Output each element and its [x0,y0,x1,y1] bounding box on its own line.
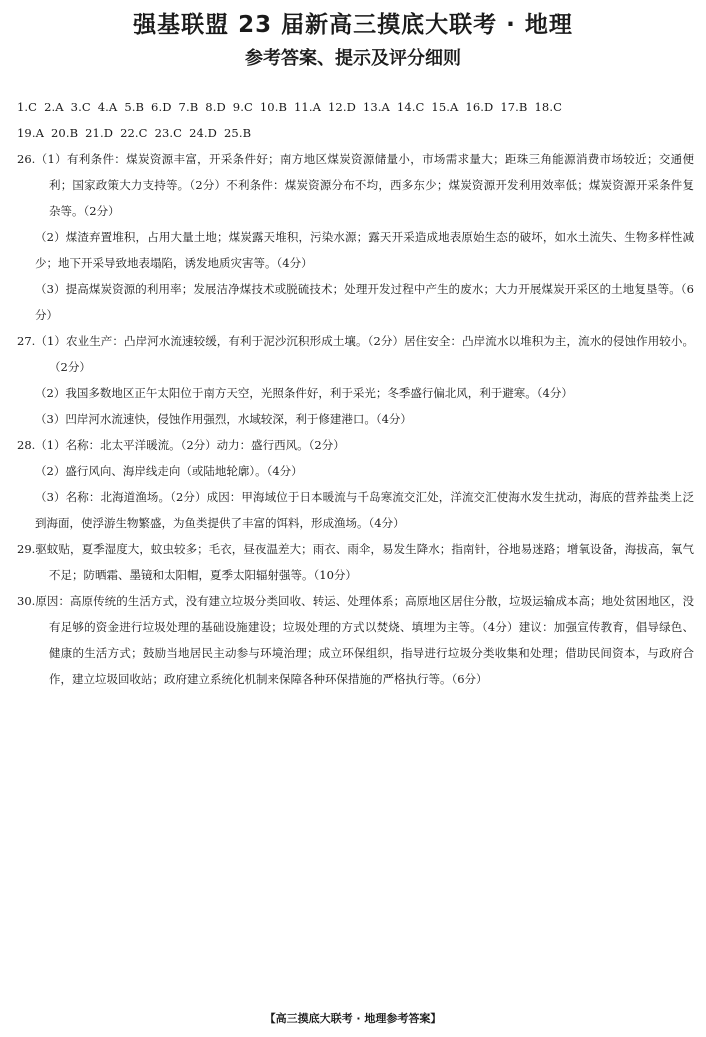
page-footer: 【高三摸底大联考 · 地理参考答案】 [264,1012,442,1025]
choice-answer: 16.D [465,100,494,114]
answer-content [17,94,694,692]
q29-answer: 29.驱蚊贴，夏季湿度大，蚊虫较多；毛衣，昼夜温差大；雨衣、雨伞，易发生降水；指南针，谷地易迷路；增氧设备，海拔高，氧气不足；防晒霜、墨镜和太阳帽，夏季太阳辐射强等。（10分） [17,542,694,582]
choice-answer: 2.A [44,100,64,114]
choice-answer: 10.B [259,100,287,114]
choice-answer: 19.A [17,126,44,140]
choice-answer: 4.A [97,100,118,114]
q28-part3: （3）名称：北海道渔场。（2分）成因：甲海域位于日本暖流与千岛寒流交汇处，洋流交汇使海水发生扰动，海底的营养盐类上泛到海面，使浮游生物繁盛，为鱼类提供了丰富的饵料，形成渔场。（4分） [35,490,694,530]
choice-answers-line-1 [17,94,694,120]
choice-answer: 23.C [154,126,183,140]
q26-part2: （2）煤渣弃置堆积，占用大量土地；煤炭露天堆积，污染水源；露天开采造成地表原始生态的破坏，如水土流失、生物多样性减少；地下开采导致地表塌陷，诱发地质灾害等。（4分） [35,230,694,270]
choice-answer: 13.A [362,100,390,114]
choice-answer: 18.C [534,100,562,114]
choice-answer: 17.B [500,100,528,114]
choice-answer: 3.C [70,100,91,114]
choice-answer: 20.B [51,126,79,140]
choice-answer: 8.D [205,100,226,114]
page-subtitle: 参考答案、提示及评分细则 [245,48,461,69]
choice-answer: 22.C [120,126,148,140]
q27-part2: （2）我国多数地区正午太阳位于南方天空，光照条件好，利于采光；冬季盛行偏北风，利于避寒。（4分） [35,386,573,400]
choice-answer: 6.D [151,100,172,114]
q26-part3: （3）提高煤炭资源的利用率；发展洁净煤技术或脱硫技术；处理开发过程中产生的废水；大力开展煤炭开采区的土地复垦等。（6分） [35,282,694,322]
choice-answers-line-2 [17,120,694,146]
choice-answer: 7.B [178,100,199,114]
q30-answer: 30.原因：高原传统的生活方式，没有建立垃圾分类回收、转运、处理体系；高原地区居住分散，垃圾运输成本高；地处贫困地区，没有足够的资金进行垃圾处理的基础设施建设；垃圾处理的方式以焚烧、填埋为主等。（4分）建议：加强宣传教育，倡导绿色、健康的生活方式；鼓励当地居民主动参与环境治理；成立环保组织，指导进行垃圾分类收集和处理；借助民间资本，与政府合作，建立垃圾回收站；政府建立系统化机制来保障各种环保措施的严格执行等。（6分） [17,594,694,686]
q28-part2: （2）盛行风向、海岸线走向（或陆地轮廓）。（4分） [35,464,303,478]
choice-answer: 14.C [396,100,425,114]
choice-answer: 11.A [294,100,321,114]
choice-answer: 25.B [223,126,252,140]
q26-part1: 26.（1）有利条件：煤炭资源丰富，开采条件好；南方地区煤炭资源储量小，市场需求量大；距珠三角能源消费市场较近；交通便利；国家政策大力支持等。（2分）不利条件：煤炭资源分布不均，西多东少；煤炭资源开发利用效率低；煤炭资源开采条件复杂等。（2分） [17,152,694,218]
q28-part1: 28.（1）名称：北太平洋暖流。（2分）动力：盛行西风。（2分） [17,438,345,452]
choice-answer: 12.D [328,100,356,114]
choice-answer: 24.D [189,126,217,140]
choice-answer: 21.D [85,126,114,140]
choice-answer: 9.C [232,100,253,114]
page-title: 强基联盟 23 届新高三摸底大联考 · 地理 [133,12,573,38]
choice-answer: 15.A [431,100,459,114]
q27-part1: 27.（1）农业生产：凸岸河水流速较缓，有利于泥沙沉积形成土壤。（2分）居住安全：凸岸流水以堆积为主，流水的侵蚀作用较小。（2分） [17,334,694,374]
choice-answer: 1.C [17,100,38,114]
choice-answer: 5.B [124,100,145,114]
q27-part3: （3）凹岸河水流速快，侵蚀作用强烈，水域较深，利于修建港口。（4分） [35,412,412,426]
